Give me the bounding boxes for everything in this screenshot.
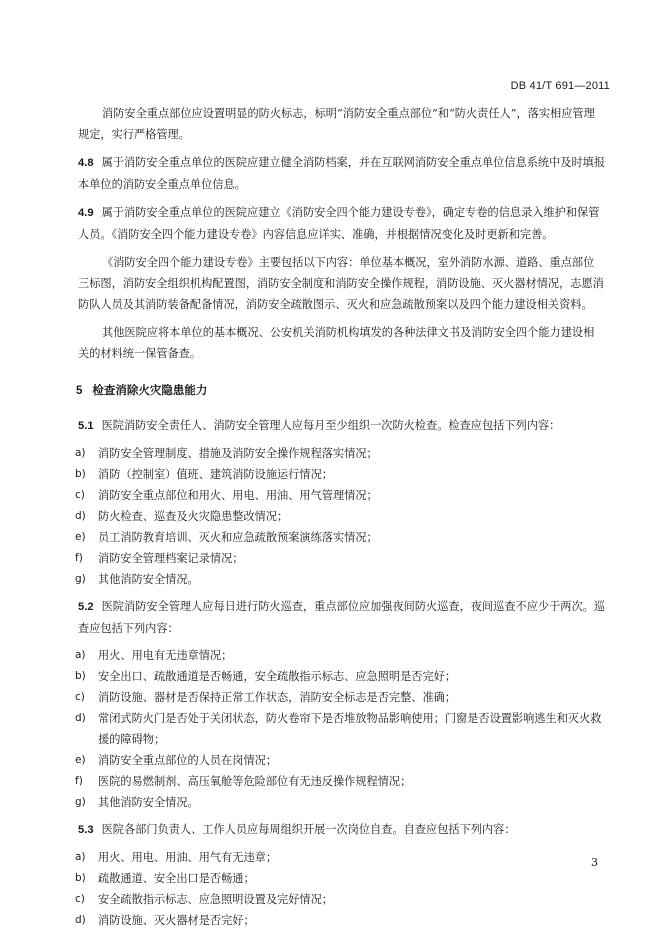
section-number: 5 <box>76 385 83 397</box>
item-letter: f) <box>75 775 83 787</box>
list-item <box>75 645 605 666</box>
list-item <box>75 548 605 569</box>
list-item <box>75 792 605 813</box>
document-body <box>75 103 606 931</box>
item-text: 员工消防教育培训、灭火和应急疏散预案演练落实情况； <box>98 531 378 544</box>
clause-number: 4.8 <box>78 157 94 169</box>
paragraph-other-hospitals: 其他医院应将本单位的基本概况、公安机关消防机构填发的各种法律文书及消防安全四个能力建设相关的材料统一保管备查。 <box>78 326 595 360</box>
item-text: 消防设施、灭火器材是否完好； <box>98 914 255 927</box>
item-letter: a) <box>75 447 86 459</box>
item-text: 其他消防安全情况。 <box>98 796 199 809</box>
item-text: 安全疏散指示标志、应急照明设置及完好情况； <box>98 893 333 906</box>
item-letter: d) <box>75 510 86 522</box>
item-text: 消防（控制室）值班、建筑消防设施运行情况； <box>98 468 333 481</box>
list-item <box>75 708 605 750</box>
item-letter: d) <box>75 914 86 926</box>
paragraph-dossier-contents: 《消防安全四个能力建设专卷》主要包括以下内容：单位基本概况，室外消防水源、道路、重点部位三标图，消防安全组织机构配置图，消防安全制度和消防安全操作规程，消防设施、灭火器材情况，志愿消防队人员及其消防装备配备情况，消防安全疏散图示、灭火和应急疏散预案以及四个能力建设相关资料。 <box>78 256 604 311</box>
clause-text: 属于消防安全重点单位的医院应建立健全消防档案，并在互联网消防安全重点单位信息系统中及时填报本单位的消防安全重点单位信息。 <box>78 156 606 191</box>
item-text: 其他消防安全情况。 <box>98 573 199 586</box>
item-text: 医院的易燃制剂、高压氧舱等危险部位有无违反操作规程情况； <box>98 775 412 788</box>
item-letter: g) <box>75 796 86 808</box>
list-item <box>75 847 605 868</box>
clause-text: 医院各部门负责人、工作人员应每周组织开展一次岗位自查。自查应包括下列内容： <box>101 823 516 836</box>
list-item <box>75 771 605 792</box>
item-text: 用火、用电有无违章情况； <box>98 649 233 662</box>
list-item <box>75 910 605 931</box>
item-text: 消防安全重点部位和用火、用电、用油、用气管理情况； <box>98 489 378 502</box>
list-item <box>75 485 605 506</box>
clause-text: 医院消防安全管理人应每日进行防火巡查，重点部位应加强夜间防火巡查，夜间巡查不应少于两次。巡查应包括下列内容： <box>78 600 606 635</box>
clause-number: 4.9 <box>78 207 94 219</box>
item-text: 安全出口、疏散通道是否畅通，安全疏散指示标志、应急照明是否完好； <box>98 670 457 683</box>
item-letter: e) <box>75 531 86 543</box>
section-title: 检查消除火灾隐患能力 <box>92 385 208 397</box>
list-item <box>75 687 605 708</box>
item-letter: a) <box>75 649 86 661</box>
list-item <box>75 506 605 527</box>
item-letter: f) <box>75 552 83 564</box>
item-letter: c) <box>75 893 85 905</box>
item-letter: b) <box>75 670 86 682</box>
item-letter: b) <box>75 872 86 884</box>
paragraph-key-areas: 消防安全重点部位应设置明显的防火标志，标明“消防安全重点部位”和“防火责任人”，落实相应管理规定，实行严格管理。 <box>78 107 595 141</box>
clause-5-2 <box>78 596 605 639</box>
item-text: 消防安全重点部位的人员在岗情况； <box>98 754 278 767</box>
item-text: 常闭式防火门是否处于关闭状态，防火卷帘下是否堆放物品影响使用；门窗是否设置影响逃生和灭火救援的障碍物； <box>98 712 602 746</box>
item-text: 用火、用电、用油、用气有无违章； <box>98 851 278 864</box>
list-item <box>75 889 605 910</box>
list-item <box>75 666 605 687</box>
clause-4-9 <box>78 202 605 245</box>
clause-5-3 <box>78 819 605 841</box>
item-text: 消防设施、器材是否保持正常工作状态，消防安全标志是否完整、准确； <box>98 691 457 704</box>
list-5-2 <box>75 645 605 813</box>
clause-number: 5.2 <box>78 601 94 613</box>
item-letter: c) <box>75 691 85 703</box>
clause-text: 属于消防安全重点单位的医院应建立《消防安全四个能力建设专卷》，确定专卷的信息录入维护和保管人员。《消防安全四个能力建设专卷》内容信息应详实、准确，并根据情况变化及时更新和完善。 <box>78 206 600 241</box>
item-text: 消防安全管理档案记录情况； <box>98 552 244 565</box>
item-text: 疏散通道、安全出口是否畅通； <box>98 872 255 885</box>
item-text: 消防安全管理制度、措施及消防安全操作规程落实情况； <box>98 447 378 460</box>
list-item <box>75 569 605 590</box>
list-item <box>75 527 605 548</box>
item-letter: e) <box>75 754 86 766</box>
list-item <box>75 868 605 889</box>
list-item <box>75 464 605 485</box>
item-letter: g) <box>75 573 86 585</box>
section-5-heading <box>76 381 605 402</box>
item-letter: c) <box>75 489 85 501</box>
item-letter: b) <box>75 468 86 480</box>
page-number: 3 <box>591 856 598 869</box>
clause-5-1 <box>78 415 605 437</box>
list-item <box>75 750 605 771</box>
standard-code: DB 41/T 691—2011 <box>510 80 610 92</box>
item-letter: d) <box>75 712 86 724</box>
clause-text: 医院消防安全责任人、消防安全管理人应每月至少组织一次防火检查。检查应包括下列内容： <box>101 419 561 432</box>
clause-4-8 <box>78 152 605 195</box>
item-letter: a) <box>75 851 86 863</box>
item-text: 防火检查、巡查及火灾隐患整改情况； <box>98 510 289 523</box>
list-item <box>75 443 605 464</box>
clause-number: 5.3 <box>78 824 94 836</box>
list-5-1 <box>75 443 605 590</box>
clause-number: 5.1 <box>78 420 94 432</box>
list-5-3 <box>75 847 605 931</box>
